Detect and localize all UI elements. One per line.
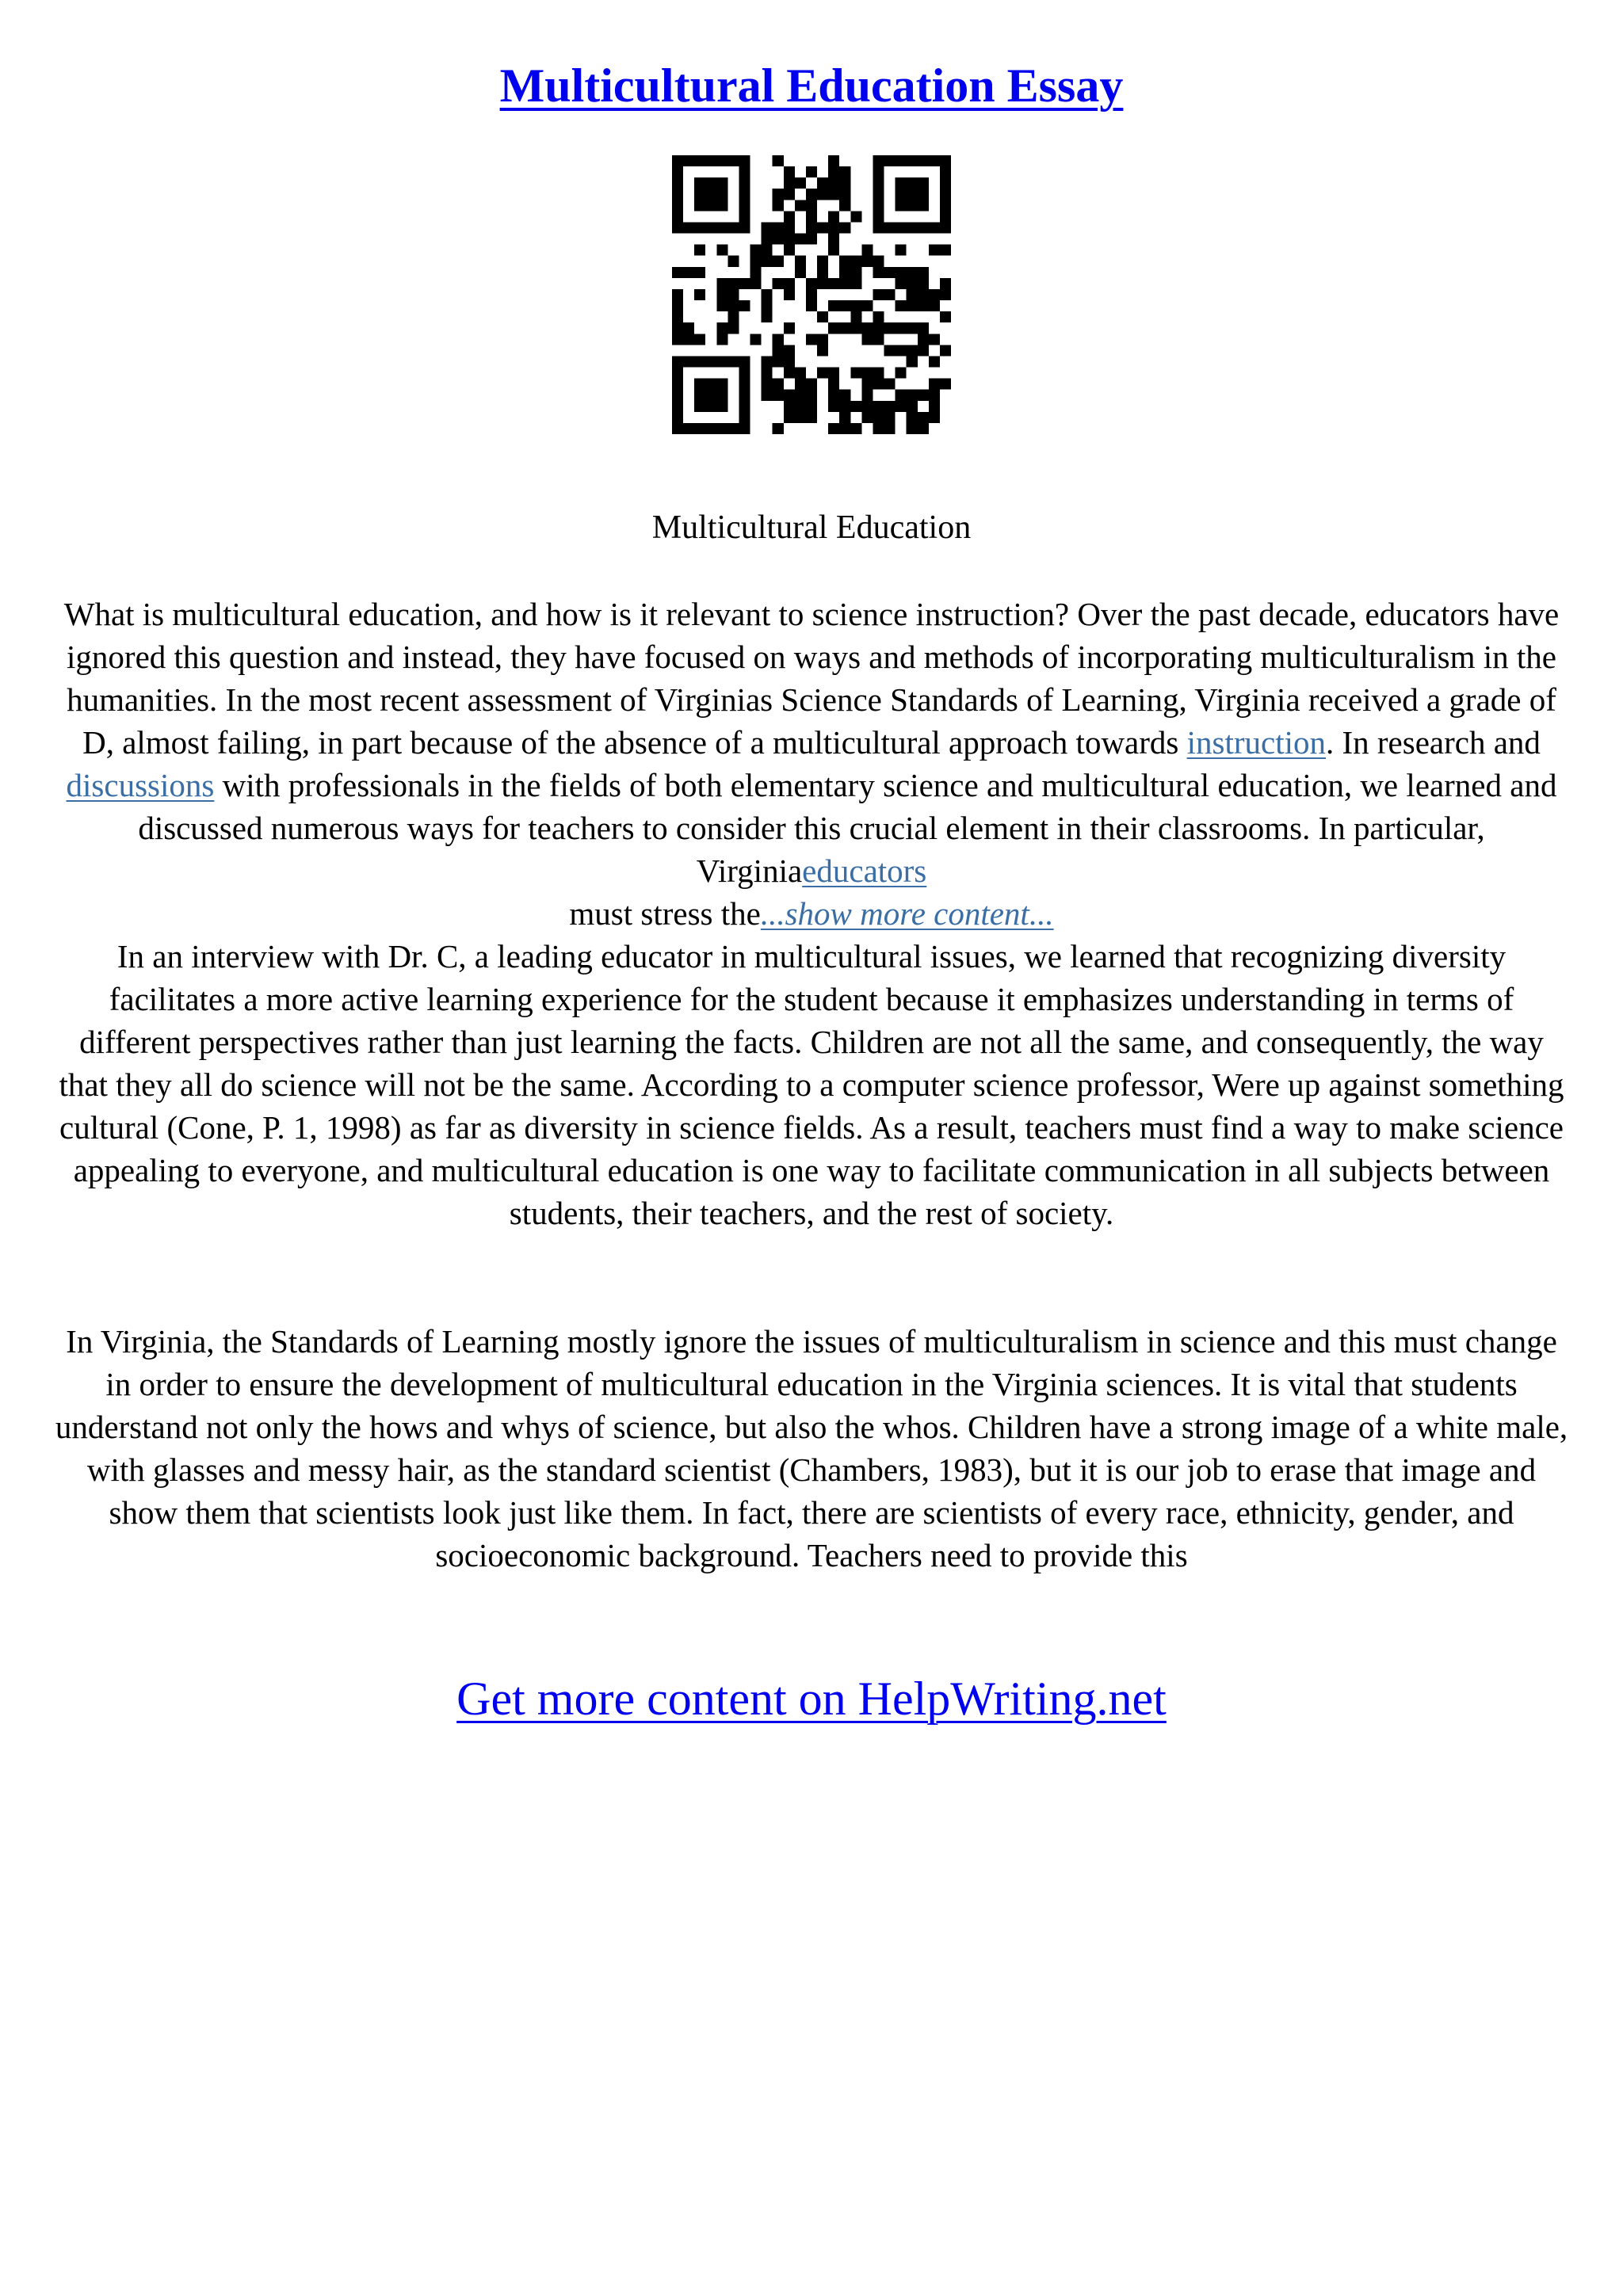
helpwriting-link[interactable]: Get more content on HelpWriting.net xyxy=(456,1672,1167,1725)
discussions-link[interactable]: discussions xyxy=(66,767,215,803)
show-more-link[interactable]: ...show more content... xyxy=(760,895,1054,932)
educators-link[interactable]: educators xyxy=(802,852,927,889)
paragraph-text: What is multicultural education, and how is it relevant to science instruction? Over the past decade, educators have ignored this question and instead, they have focused on ways and methods of incorporating multiculturalism in the humanities. In the most recent assessment of Virginias Science Standards of Learning, Virginia received a grade of D, almost failing, in part because of the absence of a multicultural approach towards xyxy=(63,596,1560,761)
footer-cta xyxy=(0,1667,1623,1730)
title-link[interactable]: Multicultural Education Essay xyxy=(499,59,1124,112)
essay-paragraph-1 xyxy=(54,593,1569,1234)
qr-code-icon xyxy=(672,155,951,434)
essay-paragraph-2 xyxy=(54,1320,1569,1577)
essay-subtitle: Multicultural Education xyxy=(651,509,972,546)
paragraph-text: . In research and xyxy=(1326,724,1541,761)
paragraph-text: In an interview with Dr. C, a leading educator in multicultural issues, we learned that recognizing diversity facilitates a more active learning experience for the student because it emphasizes understanding in terms of different perspectives rather than just learning the facts. Children are not all the same, and consequently, the way that they all do science will not be the same. According to a computer science professor, Were up against something cultural (Cone, P. 1, 1998) as far as diversity in science fields. As a result, teachers must find a way to make science appealing to everyone, and multicultural education is one way to facilitate communication in all subjects between students, their teachers, and the rest of society. xyxy=(59,938,1564,1231)
paragraph-text: with professionals in the fields of both elementary science and multicultural education, we learned and discussed numerous ways for teachers to consider this crucial element in their classrooms. In particular, Virginia xyxy=(138,767,1557,889)
paragraph-text: In Virginia, the Standards of Learning mostly ignore the issues of multiculturalism in science and this must change in order to ensure the development of multicultural education in the Virginia sciences. It is vital that students understand not only the hows and whys of science, but also the whos. Children have a strong image of a white male, with glasses and messy hair, as the standard scientist (Chambers, 1983), but it is our job to erase that image and show them that scientists look just like them. In fact, there are scientists of every race, ethnicity, gender, and socioeconomic background. Teachers need to provide this xyxy=(55,1323,1568,1573)
page-title xyxy=(0,54,1623,117)
paragraph-text: must stress the xyxy=(569,895,761,932)
instruction-link[interactable]: instruction xyxy=(1186,724,1326,761)
